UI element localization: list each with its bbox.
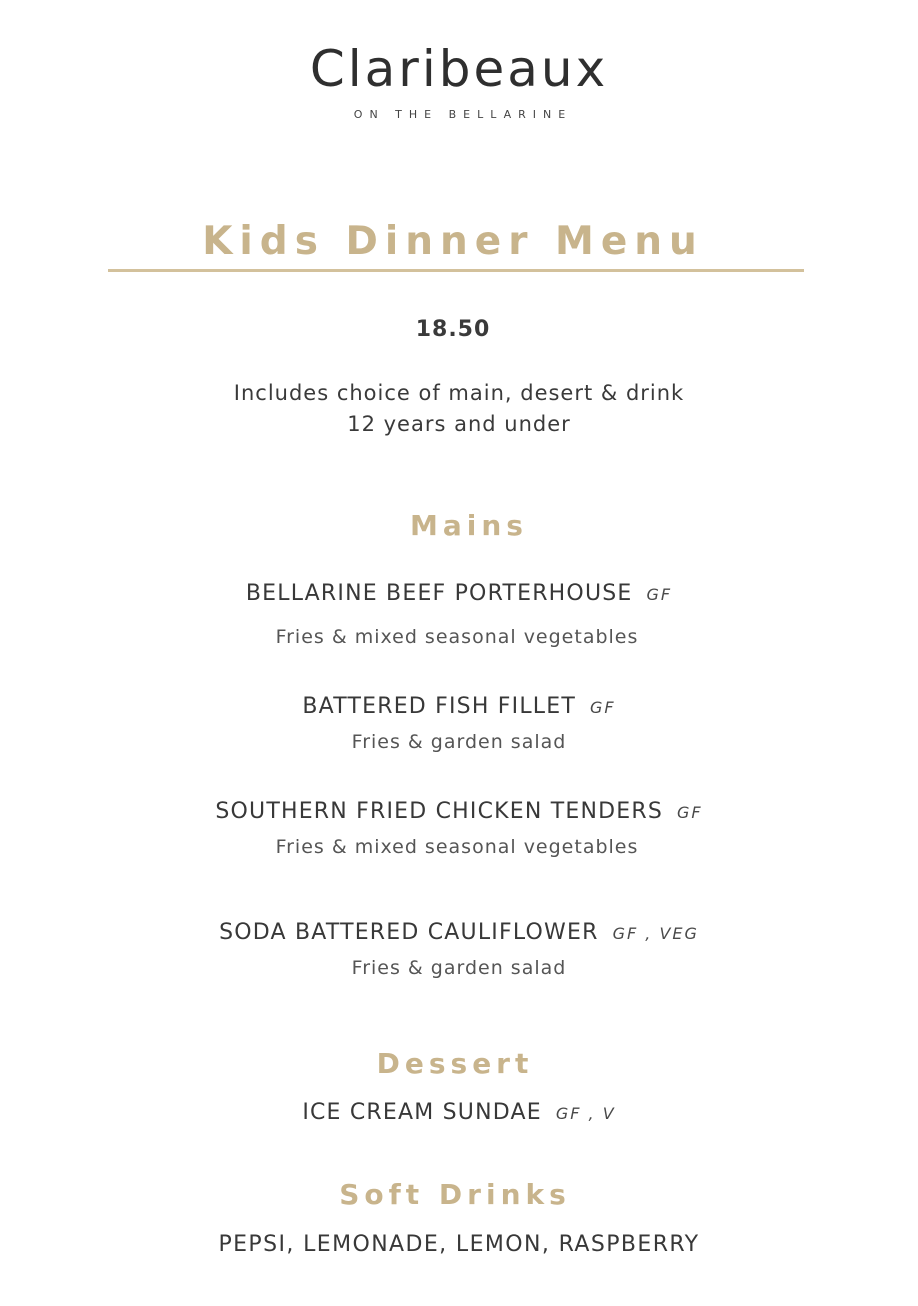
section-heading-soft-drinks: Soft Drinks <box>339 1178 571 1211</box>
dietary-tag: GF <box>589 698 616 717</box>
dietary-tag: GF <box>677 803 703 822</box>
dietary-tag: GF , V <box>555 1104 616 1123</box>
dish-name-beef-porterhouse <box>0 580 918 609</box>
dish-name: SODA BATTERED CAULIFLOWER <box>219 920 599 945</box>
dish-desc-chicken-tenders: Fries & mixed seasonal vegetables <box>275 836 639 858</box>
title-divider <box>108 269 804 272</box>
dietary-tag: GF , VEG <box>612 924 699 943</box>
menu-title: Kids Dinner Menu <box>202 219 704 264</box>
dish-name-cauliflower <box>0 919 918 948</box>
dish-name: BATTERED FISH FILLET <box>302 694 576 719</box>
soft-drinks-list: PEPSI, LEMONADE, LEMON, RASPBERRY <box>218 1232 700 1257</box>
dish-desc-cauliflower: Fries & garden salad <box>351 957 567 979</box>
dish-desc-battered-fish: Fries & garden salad <box>351 731 567 753</box>
menu-price: 18.50 <box>415 317 491 342</box>
dish-name-ice-cream-sundae <box>0 1099 918 1128</box>
dish-name-chicken-tenders <box>0 798 918 827</box>
dietary-tag: GF <box>646 585 673 604</box>
brand-logo-subtitle: ON THE BELLARINE <box>353 108 573 121</box>
dish-desc-beef-porterhouse: Fries & mixed seasonal vegetables <box>275 626 639 648</box>
dish-name-battered-fish <box>0 693 918 722</box>
section-heading-mains: Mains <box>410 509 528 542</box>
dish-name: BELLARINE BEEF PORTERHOUSE <box>245 581 633 606</box>
dish-name: ICE CREAM SUNDAE <box>302 1100 542 1125</box>
section-heading-dessert: Dessert <box>376 1047 534 1080</box>
brand-logo-name: Claribeaux <box>309 40 609 98</box>
dish-name: SOUTHERN FRIED CHICKEN TENDERS <box>215 799 664 824</box>
menu-intro-line-2: 12 years and under <box>347 412 571 436</box>
menu-intro-line-1: Includes choice of main, desert & drink <box>233 381 685 405</box>
